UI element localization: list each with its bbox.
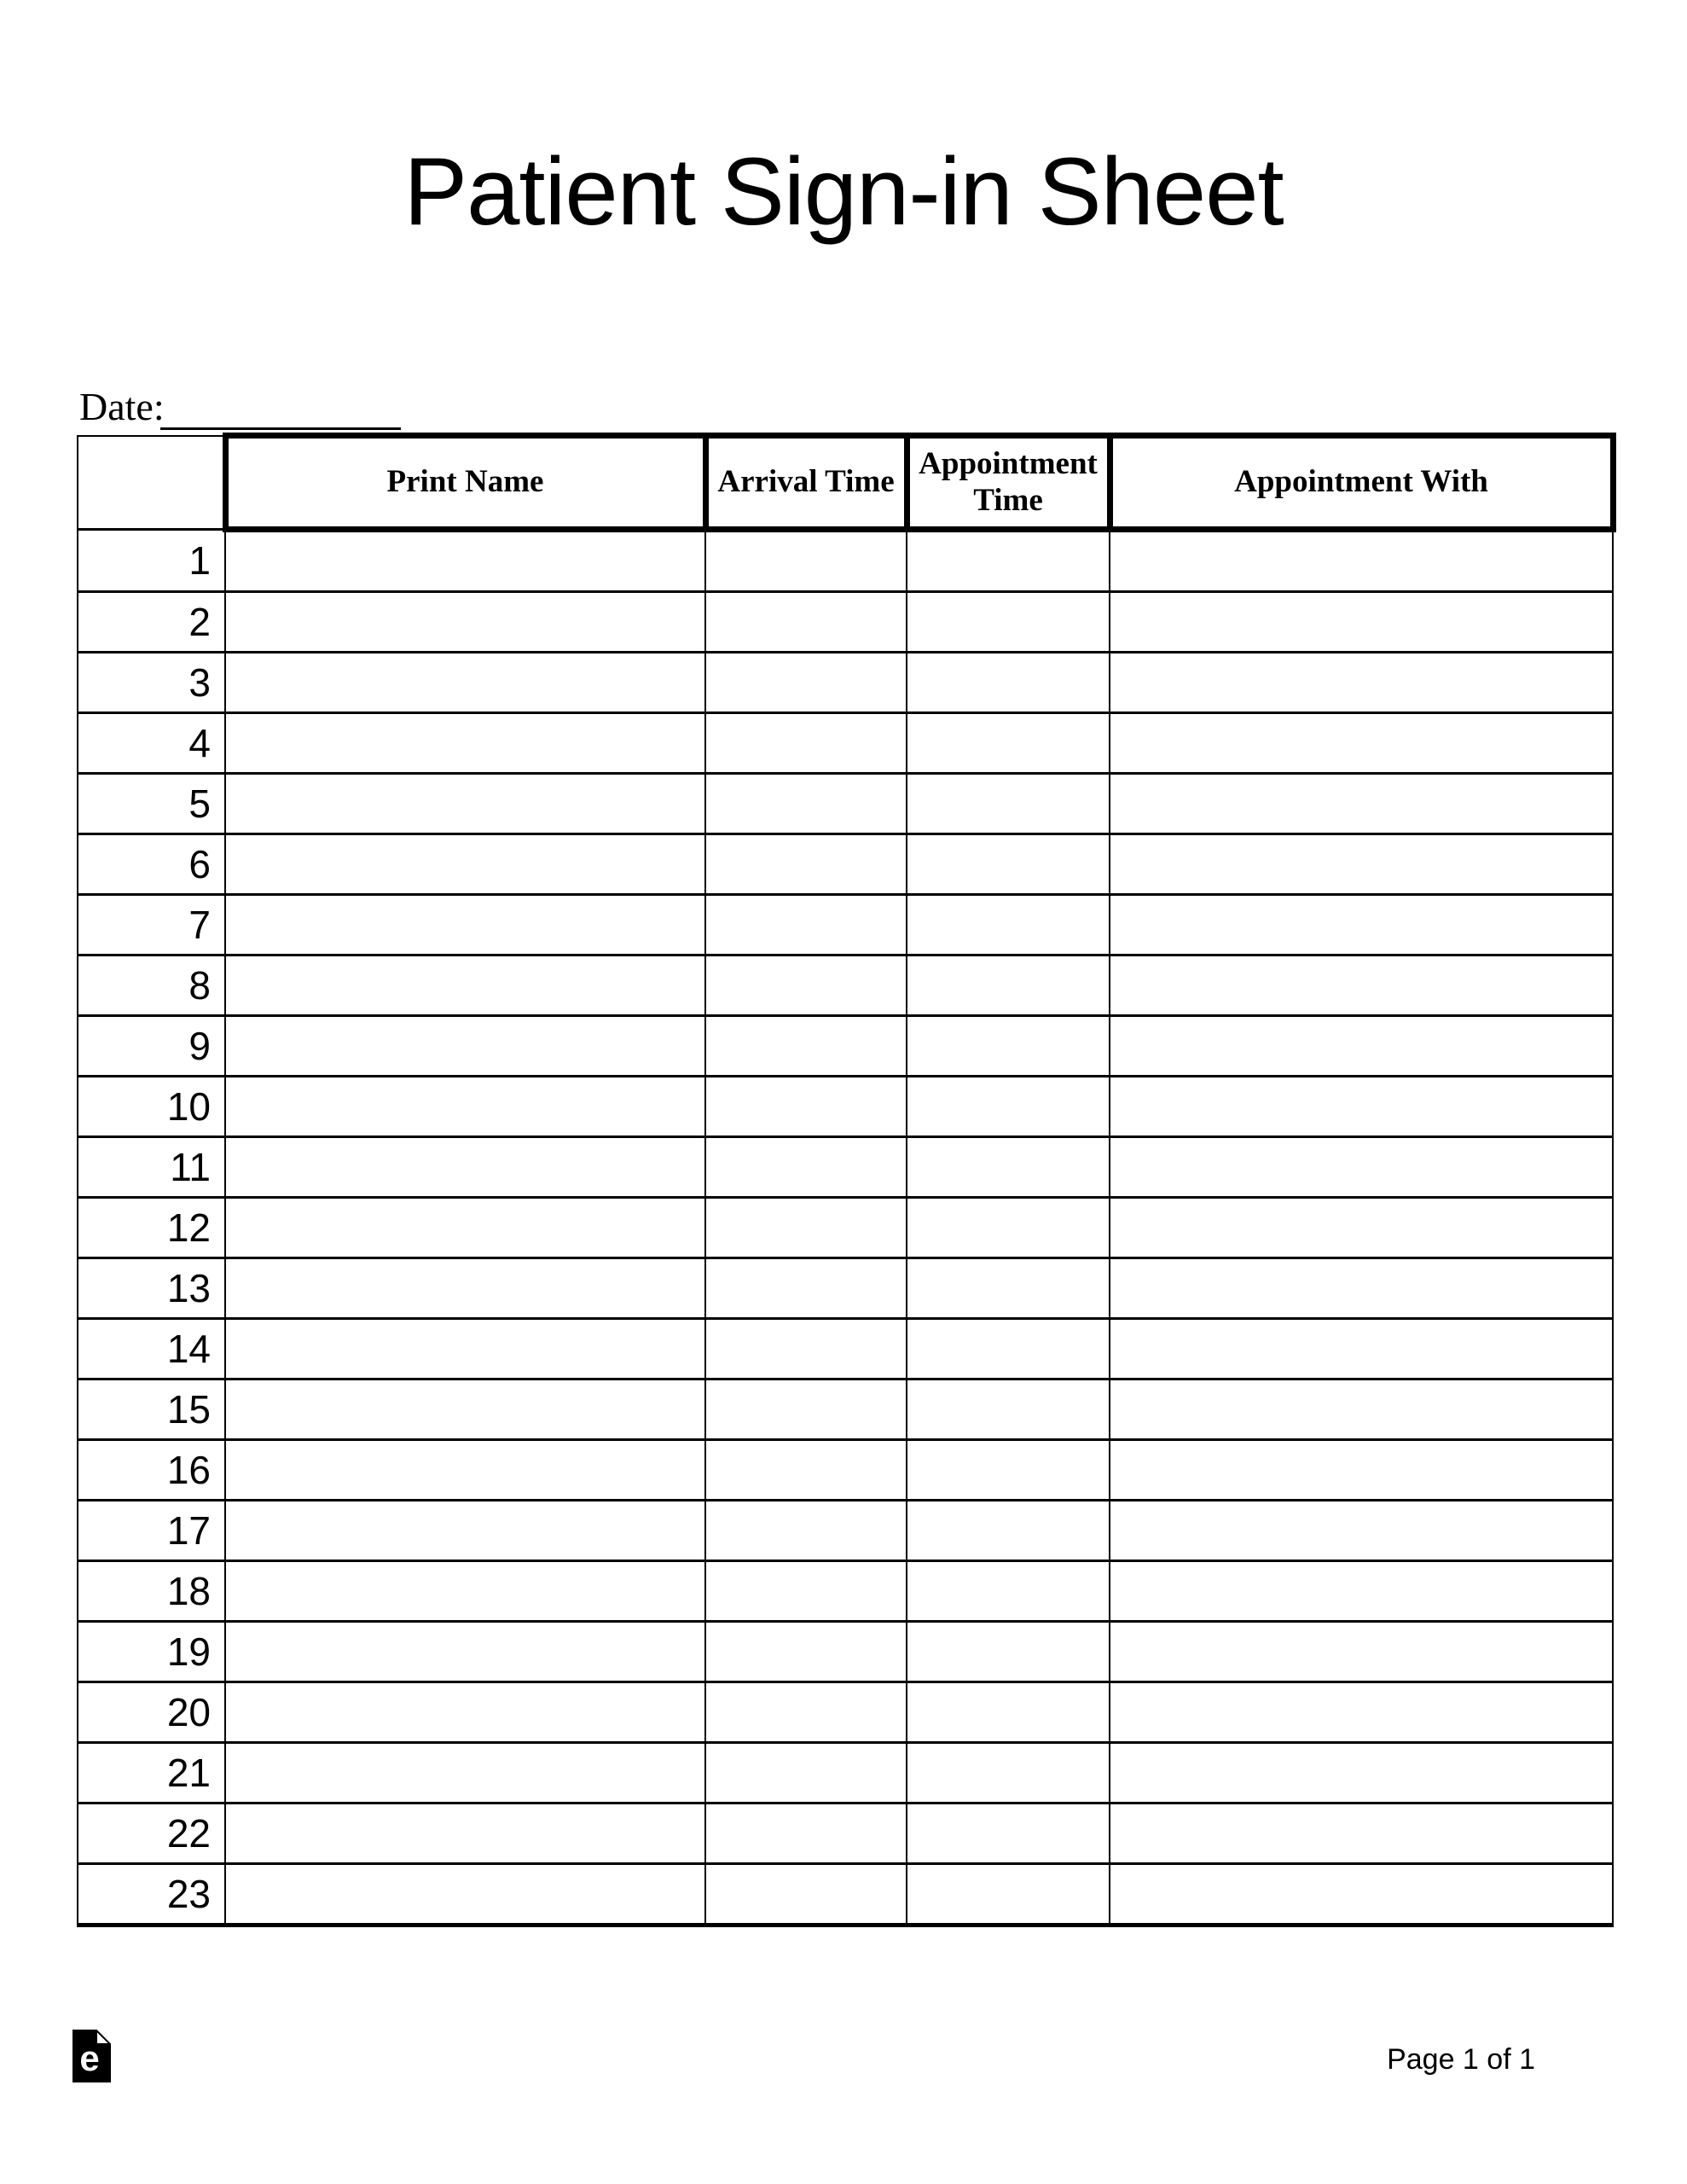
cell-appointment-time — [907, 1380, 1110, 1440]
signin-table-body — [78, 530, 1613, 1926]
table-row — [78, 653, 1613, 713]
cell-arrival-time — [705, 1077, 907, 1137]
row-number: 23 — [78, 1864, 225, 1926]
header-row — [78, 436, 1613, 530]
row-number: 18 — [78, 1561, 225, 1622]
cell-appointment-with — [1110, 1743, 1613, 1804]
cell-appointment-time — [907, 834, 1110, 895]
cell-appointment-time — [907, 956, 1110, 1016]
table-row — [78, 1864, 1613, 1926]
cell-appointment-with — [1110, 895, 1613, 956]
cell-arrival-time — [705, 1016, 907, 1077]
column-header-appointment-with: Appointment With — [1110, 436, 1613, 530]
cell-arrival-time — [705, 1743, 907, 1804]
table-row — [78, 592, 1613, 653]
cell-print-name — [225, 1501, 705, 1561]
row-number: 8 — [78, 956, 225, 1016]
cell-print-name — [225, 1864, 705, 1926]
cell-appointment-with — [1110, 1198, 1613, 1258]
cell-appointment-with — [1110, 530, 1613, 592]
table-row — [78, 1501, 1613, 1561]
cell-print-name — [225, 774, 705, 834]
table-row — [78, 530, 1613, 592]
row-number: 13 — [78, 1258, 225, 1319]
cell-print-name — [225, 653, 705, 713]
cell-appointment-time — [907, 1016, 1110, 1077]
row-number: 15 — [78, 1380, 225, 1440]
cell-arrival-time — [705, 1319, 907, 1380]
column-header-row-number — [78, 436, 225, 530]
cell-print-name — [225, 592, 705, 653]
cell-appointment-time — [907, 1864, 1110, 1926]
column-header-print-name: Print Name — [225, 436, 705, 530]
cell-appointment-with — [1110, 653, 1613, 713]
cell-arrival-time — [705, 1622, 907, 1682]
signin-table — [77, 433, 1616, 1927]
cell-appointment-time — [907, 1137, 1110, 1198]
cell-arrival-time — [705, 1864, 907, 1926]
row-number: 2 — [78, 592, 225, 653]
row-number: 14 — [78, 1319, 225, 1380]
row-number: 10 — [78, 1077, 225, 1137]
cell-arrival-time — [705, 592, 907, 653]
cell-arrival-time — [705, 956, 907, 1016]
row-number: 22 — [78, 1804, 225, 1864]
cell-arrival-time — [705, 1501, 907, 1561]
cell-appointment-time — [907, 895, 1110, 956]
cell-appointment-time — [907, 1440, 1110, 1501]
cell-arrival-time — [705, 1682, 907, 1743]
cell-arrival-time — [705, 1258, 907, 1319]
table-row — [78, 713, 1613, 774]
cell-appointment-with — [1110, 1016, 1613, 1077]
row-number: 21 — [78, 1743, 225, 1804]
cell-appointment-with — [1110, 592, 1613, 653]
cell-appointment-with — [1110, 1561, 1613, 1622]
cell-appointment-with — [1110, 1319, 1613, 1380]
table-row — [78, 956, 1613, 1016]
cell-appointment-time — [907, 1501, 1110, 1561]
cell-appointment-with — [1110, 1258, 1613, 1319]
cell-appointment-time — [907, 1804, 1110, 1864]
cell-print-name — [225, 1682, 705, 1743]
cell-appointment-time — [907, 1561, 1110, 1622]
table-row — [78, 1319, 1613, 1380]
cell-print-name — [225, 1077, 705, 1137]
cell-arrival-time — [705, 1440, 907, 1501]
table-row — [78, 1440, 1613, 1501]
cell-arrival-time — [705, 895, 907, 956]
table-row — [78, 1622, 1613, 1682]
cell-arrival-time — [705, 1198, 907, 1258]
cell-appointment-time — [907, 1319, 1110, 1380]
cell-print-name — [225, 956, 705, 1016]
date-blank-line — [160, 427, 401, 430]
row-number: 11 — [78, 1137, 225, 1198]
cell-print-name — [225, 1198, 705, 1258]
cell-appointment-with — [1110, 956, 1613, 1016]
table-row — [78, 1258, 1613, 1319]
cell-print-name — [225, 1440, 705, 1501]
logo-letter: e — [79, 2038, 100, 2078]
table-row — [78, 1743, 1613, 1804]
table-row — [78, 1077, 1613, 1137]
cell-appointment-time — [907, 530, 1110, 592]
cell-appointment-time — [907, 653, 1110, 713]
page-number-label: Page 1 of 1 — [1387, 2043, 1535, 2076]
cell-appointment-with — [1110, 1622, 1613, 1682]
cell-print-name — [225, 1137, 705, 1198]
cell-appointment-time — [907, 1743, 1110, 1804]
row-number: 6 — [78, 834, 225, 895]
row-number: 20 — [78, 1682, 225, 1743]
cell-appointment-time — [907, 1077, 1110, 1137]
cell-appointment-with — [1110, 1077, 1613, 1137]
cell-arrival-time — [705, 774, 907, 834]
cell-print-name — [225, 1804, 705, 1864]
table-row — [78, 1137, 1613, 1198]
cell-appointment-with — [1110, 1682, 1613, 1743]
row-number: 4 — [78, 713, 225, 774]
table-row — [78, 895, 1613, 956]
cell-appointment-with — [1110, 1804, 1613, 1864]
cell-appointment-with — [1110, 774, 1613, 834]
table-row — [78, 1682, 1613, 1743]
cell-print-name — [225, 1743, 705, 1804]
cell-appointment-with — [1110, 1440, 1613, 1501]
table-row — [78, 1380, 1613, 1440]
cell-appointment-with — [1110, 713, 1613, 774]
row-number: 7 — [78, 895, 225, 956]
cell-print-name — [225, 1319, 705, 1380]
table-row — [78, 774, 1613, 834]
cell-print-name — [225, 530, 705, 592]
table-row — [78, 1561, 1613, 1622]
row-number: 16 — [78, 1440, 225, 1501]
cell-print-name — [225, 713, 705, 774]
table-row — [78, 1804, 1613, 1864]
table-row — [78, 1016, 1613, 1077]
row-number: 9 — [78, 1016, 225, 1077]
cell-appointment-time — [907, 1682, 1110, 1743]
cell-appointment-time — [907, 1258, 1110, 1319]
cell-arrival-time — [705, 530, 907, 592]
cell-appointment-with — [1110, 834, 1613, 895]
cell-print-name — [225, 834, 705, 895]
cell-arrival-time — [705, 834, 907, 895]
column-header-appointment-time: Appointment Time — [907, 436, 1110, 530]
cell-appointment-time — [907, 592, 1110, 653]
cell-print-name — [225, 1622, 705, 1682]
cell-arrival-time — [705, 1380, 907, 1440]
column-header-arrival-time: Arrival Time — [705, 436, 907, 530]
table-row — [78, 1198, 1613, 1258]
cell-arrival-time — [705, 1561, 907, 1622]
cell-arrival-time — [705, 1804, 907, 1864]
cell-print-name — [225, 895, 705, 956]
table-row — [78, 834, 1613, 895]
cell-print-name — [225, 1016, 705, 1077]
cell-arrival-time — [705, 1137, 907, 1198]
cell-print-name — [225, 1258, 705, 1319]
cell-appointment-with — [1110, 1137, 1613, 1198]
cell-appointment-time — [907, 1198, 1110, 1258]
row-number: 12 — [78, 1198, 225, 1258]
row-number: 17 — [78, 1501, 225, 1561]
row-number: 19 — [78, 1622, 225, 1682]
row-number: 3 — [78, 653, 225, 713]
row-number: 5 — [78, 774, 225, 834]
cell-appointment-with — [1110, 1501, 1613, 1561]
cell-arrival-time — [705, 713, 907, 774]
cell-print-name — [225, 1380, 705, 1440]
cell-appointment-time — [907, 774, 1110, 834]
date-label: Date: — [79, 385, 165, 428]
cell-appointment-time — [907, 1622, 1110, 1682]
cell-appointment-with — [1110, 1864, 1613, 1926]
cell-print-name — [225, 1561, 705, 1622]
row-number: 1 — [78, 530, 225, 592]
cell-appointment-with — [1110, 1380, 1613, 1440]
page-title: Patient Sign-in Sheet — [403, 138, 1284, 245]
cell-arrival-time — [705, 653, 907, 713]
eforms-logo-icon — [72, 2030, 111, 2082]
cell-appointment-time — [907, 713, 1110, 774]
